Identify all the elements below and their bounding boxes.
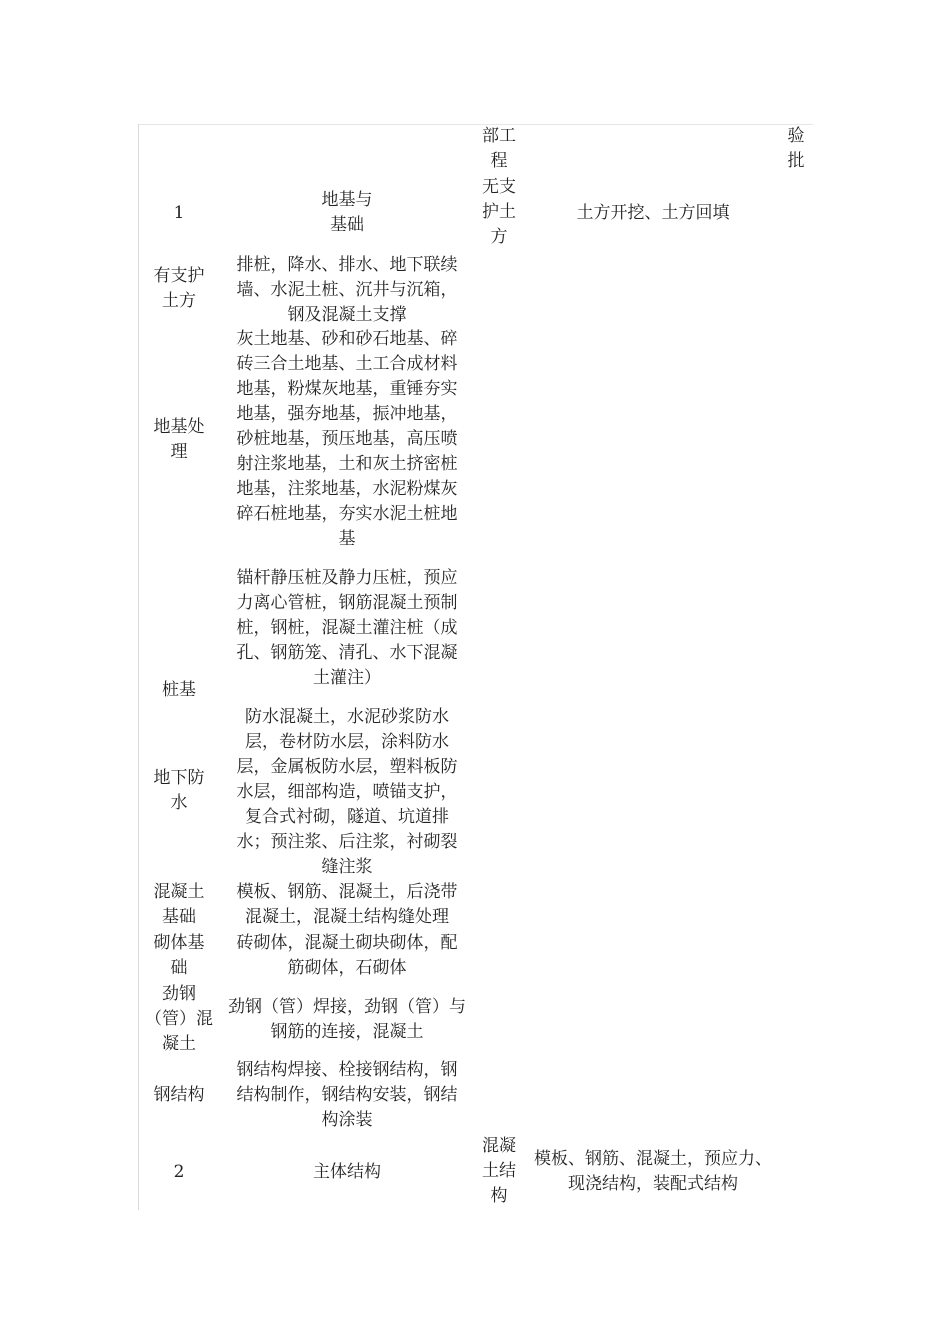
row-number: 1 <box>173 203 185 223</box>
subdivision-name: 地基处 理 <box>153 417 205 462</box>
row-number: 2 <box>173 1162 185 1182</box>
inspection-items: 土方开挖、土方回填 <box>576 203 730 223</box>
inspection-items: 砖砌体，混凝土砌块砌体，配 筋砌体，石砌体 <box>236 933 458 978</box>
subdivision-name: 砌体基 础 <box>153 933 205 978</box>
header-inspection-lot: 验 批 <box>787 126 805 171</box>
inspection-items: 钢结构焊接、栓接钢结构，钢 结构制作，钢结构安装，钢结 构涂装 <box>236 1060 458 1130</box>
inspection-items: 灰土地基、砂和砂石地基、碎 砖三合土地基、土工合成材料 地基，粉煤灰地基，重锤夯实 地基，强夯地基，振冲地基， 砂桩地基，预压地基，高压喷 射注浆地基，土和灰土挤密桩 地基，注浆地基，水泥粉煤灰 碎石桩地基，夯实水泥土桩地 基 <box>236 329 458 549</box>
subdivision-name: 无支 护土 方 <box>482 177 516 247</box>
subdivision-name: 有支护 土方 <box>153 266 205 311</box>
subdivision-name: 桩基 <box>162 680 196 700</box>
subdivision-name: 地下防 水 <box>153 768 205 813</box>
division-name: 地基与 基础 <box>321 190 373 235</box>
subdivision-name: 混凝土 基础 <box>153 882 205 927</box>
subdivision-name: 钢结构 <box>153 1085 205 1105</box>
subdivision-name: 劲钢 （管）混 凝土 <box>145 984 213 1054</box>
subdivision-name: 混凝 土结 构 <box>482 1136 516 1206</box>
header-subdivision: 部工 程 <box>482 126 516 171</box>
inspection-items: 劲钢（管）焊接，劲钢（管）与 钢筋的连接，混凝土 <box>228 997 466 1042</box>
division-name: 主体结构 <box>313 1162 381 1182</box>
inspection-items: 排桩，降水、排水、地下联续 墙、水泥土桩、沉井与沉箱， 钢及混凝土支撑 <box>236 255 458 325</box>
inspection-items: 模板、钢筋、混凝土，后浇带 混凝土，混凝土结构缝处理 <box>236 882 458 927</box>
inspection-items: 锚杆静压桩及静力压桩，预应 力离心管桩，钢筋混凝土预制 桩，钢桩，混凝土灌注桩（成 孔、钢筋笼、清孔、水下混凝 土灌注） <box>236 568 458 688</box>
inspection-items: 防水混凝土，水泥砂浆防水 层，卷材防水层，涂料防水 层，金属板防水层，塑料板防 水层，细部构造，喷锚支护， 复合式衬砌，隧道、坑道排 水；预注浆、后注浆，衬砌裂 缝注浆 <box>236 707 458 877</box>
inspection-items: 模板、钢筋、混凝土，预应力、 现浇结构，装配式结构 <box>534 1149 772 1194</box>
